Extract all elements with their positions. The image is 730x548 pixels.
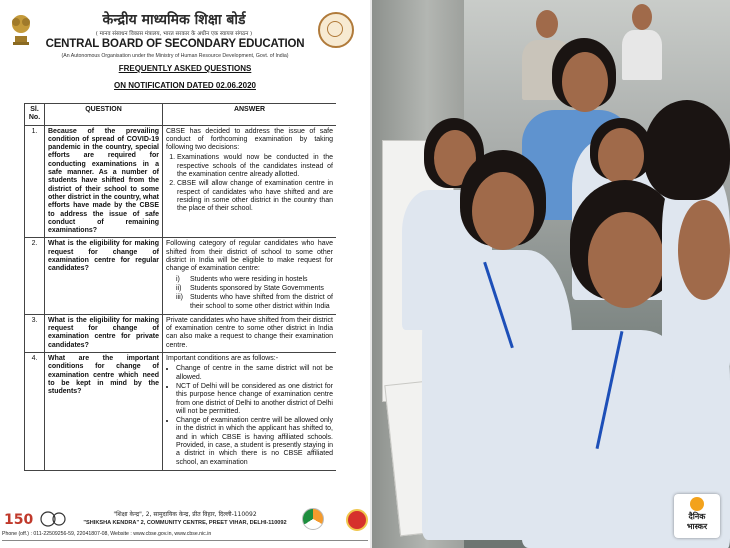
list-item — [176, 285, 333, 293]
watermark-line1: दैनिक — [688, 512, 706, 521]
answer-list — [166, 365, 333, 467]
swachh-logo-icon — [346, 509, 368, 531]
sl-header: Sl. No. — [25, 104, 45, 126]
list-text: Students who have shifted from the district of their school to some other district within India — [190, 294, 333, 310]
dainik-bhaskar-watermark — [674, 494, 720, 538]
student-head — [678, 200, 730, 300]
list-number: iii) — [176, 294, 183, 302]
student-head — [472, 172, 534, 250]
anniversary-logo-icon — [4, 508, 66, 530]
list-item: 2. CBSE will allow change of examination centre in respect of candidates who have shifted and are residing in some other district in the country than the place of their school. — [177, 180, 333, 213]
answer-list — [166, 154, 333, 213]
question-cell: Because of the prevailing condition of spread of COVID-19 pandemic in the country, special efforts are required for conducting examinations in a safe manner. As a number of students have shifted from the district of their school to some other district in the country, what efforts have made by the CBSE to address the issue of safe conduct of remaining examinations? — [45, 125, 163, 238]
answer-intro: CBSE has decided to address the issue of safe conduct of forthcoming examination by taking following two decisions: — [166, 127, 333, 152]
list-item: • NCT of Delhi will be considered as one district for this purpose hence change of examination centre from one district of Delhi to another district of Delhi will not be permitted. — [176, 383, 333, 416]
watermark-sun-icon — [690, 497, 704, 511]
answer-intro: Important conditions are as follows:- — [166, 355, 279, 363]
students-photo — [372, 0, 730, 548]
list-item: 1. Examinations would now be conducted in the respective schools of the candidates instead of the examination centre already allotted. — [177, 154, 333, 179]
sl-cell: 3. — [25, 314, 45, 352]
answer-list — [166, 276, 333, 311]
question-header: QUESTION — [45, 104, 163, 126]
answer-header: ANSWER — [163, 104, 337, 126]
hindi-address: "शिक्षा केन्द्र", 2, सामुदायिक केन्द्र, प्रीत विहार, दिल्ली-110092 — [113, 511, 257, 518]
person-background-head — [536, 10, 558, 38]
answer-cell — [163, 125, 337, 238]
sl-cell: 1. — [25, 125, 45, 238]
faq-table-wrapper — [24, 103, 336, 495]
hindi-title: केन्द्रीय माध्यमिक शिक्षा बोर्ड — [102, 12, 246, 28]
watermark-text — [674, 512, 720, 532]
contact-info: Phone (off.) : 011-22509256-59, 22041807-08, Website : www.cbse.gov.in, www.cbse.nic.in — [2, 531, 212, 537]
answer-intro: Private candidates who have shifted from their district of examination centre to some other district in India can also make a request to change their examination centre. — [166, 316, 333, 349]
student-hair — [644, 100, 730, 200]
person-background — [622, 30, 662, 80]
svg-text:150: 150 — [4, 512, 34, 528]
sl-cell: 4. — [25, 353, 45, 471]
list-number: i) — [176, 275, 180, 283]
watermark-line2: भास्कर — [686, 522, 708, 531]
list-item — [176, 276, 333, 284]
table-row — [25, 353, 337, 471]
question-cell: What are the important conditions for change of examination centre which need to be kept in mind by the students? — [45, 353, 163, 471]
faq-table — [24, 103, 336, 471]
table-row — [25, 238, 337, 314]
list-number: ii) — [176, 284, 182, 292]
hindi-subtitle: ( मानव संसाधन विकास मंत्रालय, भारत सरकार के अधीन एक स्वायत्त संगठन ) — [95, 31, 253, 37]
national-emblem-icon — [8, 10, 34, 48]
list-item — [176, 294, 333, 311]
list-text: Students who were residing in hostels — [190, 275, 308, 283]
answer-cell — [163, 314, 337, 352]
table-header-row — [25, 104, 337, 126]
notification-heading: ON NOTIFICATION DATED 02.06.2020 — [114, 81, 256, 90]
person-background-head — [632, 4, 652, 30]
answer-cell — [163, 353, 337, 471]
student-head — [562, 52, 608, 112]
list-text: Students sponsored by State Governments — [190, 284, 324, 292]
english-address: "SHIKSHA KENDRA" 2, COMMUNITY CENTRE, PREET VIHAR, DELHI-110092 — [83, 520, 287, 526]
answer-intro: Following category of regular candidates who have shifted from their district of school to some other district in India will be eligible to make request for change of examination centre: — [166, 240, 333, 273]
english-title: CENTRAL BOARD OF SECONDARY EDUCATION — [45, 38, 305, 50]
sl-cell: 2. — [25, 238, 45, 314]
cbse-seal-icon — [318, 12, 354, 48]
student-head — [598, 128, 644, 184]
faq-heading: FREQUENTLY ASKED QUESTIONS — [118, 64, 252, 73]
list-item: • Change of examination centre will be allowed only in the district in which the applicant has shifted to, and in which CBSE is having affiliated schools. Provided, in case, a student is presently staying in a district in which there is no CBSE affiliated school, an examination — [176, 417, 333, 467]
list-item: • Change of centre in the same district will not be allowed. — [176, 365, 333, 382]
question-cell: What is the eligibility for making request for change of examination centre for regular candidates? — [45, 238, 163, 314]
document-footer — [0, 500, 370, 548]
answer-cell — [163, 238, 337, 314]
english-subtitle: (An Autonomous Organisation under the Ministry of Human Resource Development, Govt. of India) — [61, 53, 289, 59]
digital-india-icon — [302, 508, 324, 530]
table-row — [25, 125, 337, 238]
question-cell: What is the eligibility for making request for change of examination centre for private candidates? — [45, 314, 163, 352]
student-head — [588, 212, 664, 308]
footer-divider — [2, 540, 368, 541]
table-row — [25, 314, 337, 352]
